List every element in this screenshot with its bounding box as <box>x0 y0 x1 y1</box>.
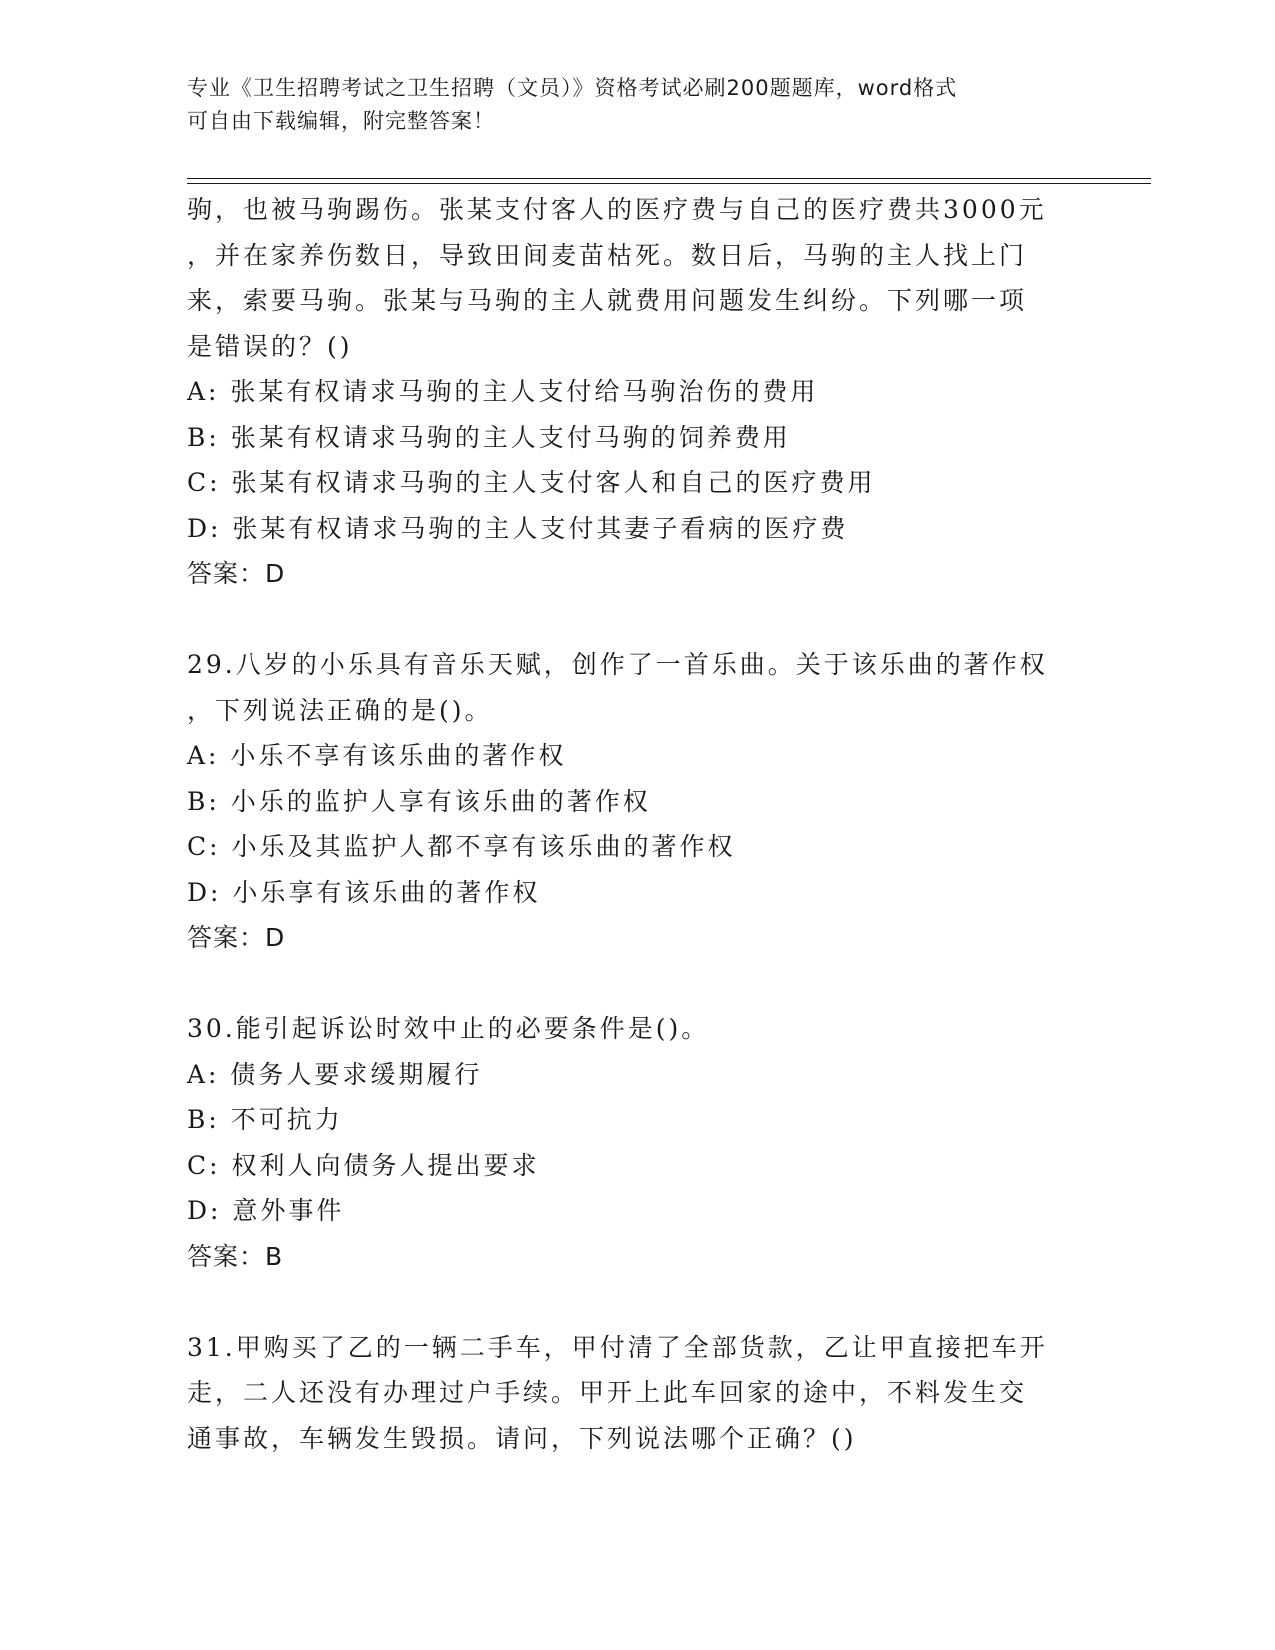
question-stem-line: 29.八岁的小乐具有音乐天赋，创作了一首乐曲。关于该乐曲的著作权 <box>187 650 1048 679</box>
spacer <box>187 597 1087 643</box>
answer-line: 答案：D <box>187 923 286 952</box>
question-28 <box>187 187 1087 597</box>
header-divider-top <box>187 178 1151 179</box>
spacer <box>187 961 1087 1007</box>
question-stem-line: 通事故，车辆发生毁损。请问，下列说法哪个正确？() <box>187 1423 857 1453</box>
option-b: B: 小乐的监护人享有该乐曲的著作权 <box>187 786 651 816</box>
answer-line: 答案：D <box>187 559 286 588</box>
question-stem-line: 来，索要马驹。张某与马驹的主人就费用问题发生纠纷。下列哪一项 <box>187 286 1028 315</box>
answer-line: 答案：B <box>187 1241 284 1271</box>
question-stem-line: 是错误的？() <box>187 331 353 361</box>
question-stem-line: 31.甲购买了乙的一辆二手车，甲付清了全部货款，乙让甲直接把车开 <box>187 1332 1048 1362</box>
option-a: A: 债务人要求缓期履行 <box>187 1059 483 1089</box>
question-31 <box>187 1325 1087 1462</box>
option-d: D: 张某有权请求马驹的主人支付其妻子看病的医疗费 <box>187 513 849 543</box>
question-stem-line: 驹，也被马驹踢伤。张某支付客人的医疗费与自己的医疗费共3000元 <box>187 195 1047 224</box>
option-a: A: 张某有权请求马驹的主人支付给马驹治伤的费用 <box>187 377 819 406</box>
option-c: C: 权利人向债务人提出要求 <box>187 1150 540 1180</box>
option-c: C: 小乐及其监护人都不享有该乐曲的著作权 <box>187 832 736 861</box>
header-title-line-2: 可自由下载编辑，附完整答案！ <box>187 109 495 133</box>
question-content <box>187 187 1087 1461</box>
question-stem-line: 走，二人还没有办理过户手续。甲开上此车回家的途中，不料发生交 <box>187 1378 1028 1407</box>
header-title-line-1: 专业《卫生招聘考试之卫生招聘（文员）》资格考试必刷200题题库，word格式 <box>187 76 958 100</box>
header-divider-bottom <box>187 183 1151 184</box>
page-header <box>187 72 1087 138</box>
spacer <box>187 1279 1087 1325</box>
question-29 <box>187 642 1087 961</box>
question-stem-line: ，下列说法正确的是()。 <box>187 695 493 725</box>
option-a: A: 小乐不享有该乐曲的著作权 <box>187 741 567 770</box>
option-b: B: 张某有权请求马驹的主人支付马驹的饲养费用 <box>187 422 791 452</box>
option-d: D: 小乐享有该乐曲的著作权 <box>187 877 541 907</box>
question-30 <box>187 1006 1087 1279</box>
option-b: B: 不可抗力 <box>187 1105 343 1134</box>
option-c: C: 张某有权请求马驹的主人支付客人和自己的医疗费用 <box>187 468 876 497</box>
question-stem-line: 30.能引起诉讼时效中止的必要条件是()。 <box>187 1014 710 1043</box>
question-stem-line: ，并在家养伤数日，导致田间麦苗枯死。数日后，马驹的主人找上门 <box>187 240 1028 270</box>
option-d: D: 意外事件 <box>187 1196 345 1225</box>
